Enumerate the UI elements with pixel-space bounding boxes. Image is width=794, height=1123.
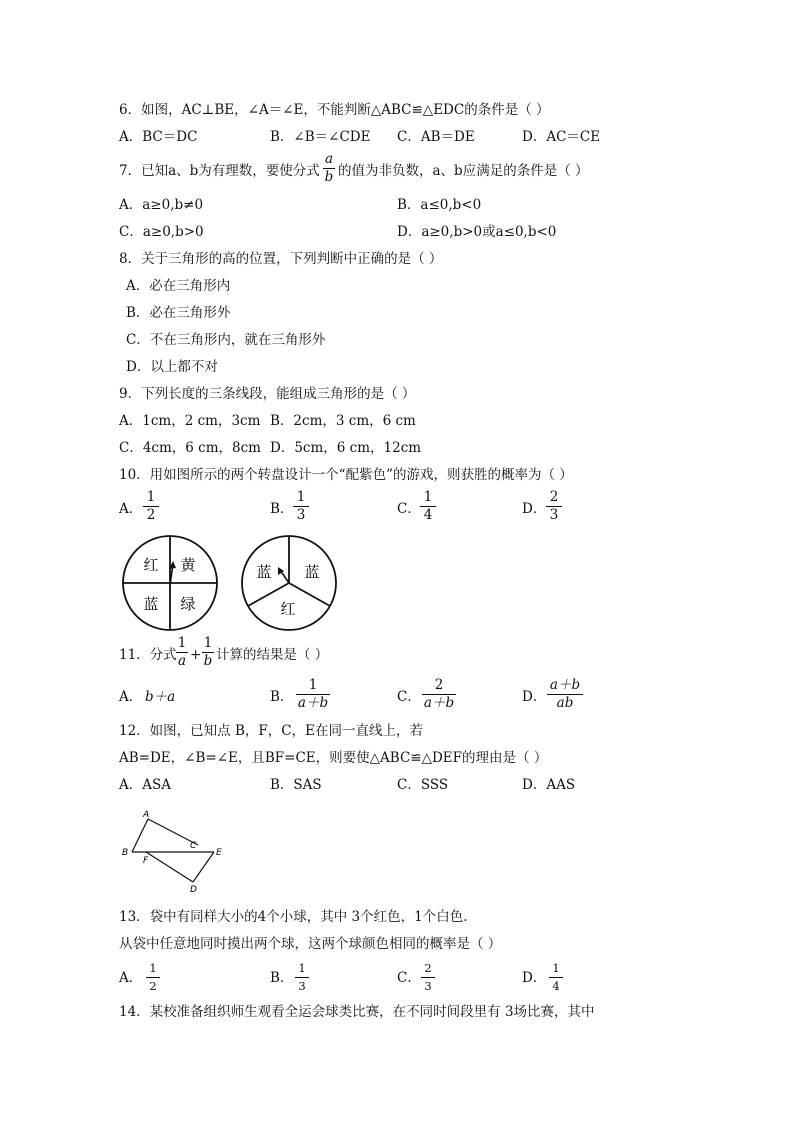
q10-option-c-fraction [420, 490, 436, 523]
fraction-bar [421, 977, 435, 978]
frac-den: 3 [298, 979, 306, 993]
frac-num: 1 [298, 961, 306, 975]
spinner-1-label-tr: 黄 [180, 556, 196, 574]
point-c-label: C [190, 841, 197, 851]
q11-option-a-value: b＋a [145, 689, 176, 705]
q10-label-a: A． [119, 501, 143, 517]
q11-option-b-fraction [296, 678, 330, 711]
frac-num: 1 [308, 677, 318, 693]
q7-option-a: A．a≥0,b≠0 [119, 197, 204, 213]
segment-ab [132, 819, 148, 852]
q7-option-d: D．a≥0,b>0或a≤0,b<0 [397, 224, 557, 240]
q12-option-d: D．AAS [522, 777, 576, 793]
q10-label-b: B． [270, 501, 294, 517]
frac-num: 2 [434, 677, 444, 693]
q6-option-c: C．AB＝DE [397, 129, 475, 145]
q12-option-c: C．SSS [397, 777, 449, 793]
spinner-2 [238, 533, 340, 633]
frac-num: 2 [549, 489, 559, 505]
q7-frac-den: b [324, 169, 334, 185]
q13-option-c-fraction [421, 961, 435, 994]
frac-num: 1 [146, 489, 156, 505]
q10-stem: 10．用如图所示的两个转盘设计一个“配紫色”的游戏，则获胜的概率为（ ） [119, 467, 573, 483]
frac-den: a＋b [297, 695, 329, 711]
q8-option-b: B．必在三角形外 [126, 305, 231, 321]
frac-num: 1 [203, 635, 213, 651]
frac-num: 1 [423, 489, 433, 505]
q14-stem: 14．某校准备组织师生观看全运会球类比赛，在不同时间段里有 3场比赛，其中 [119, 1004, 595, 1020]
frac-den: ab [556, 695, 574, 711]
q11-stem-post: 计算的结果是（ ） [216, 647, 329, 663]
q8-option-c: C．不在三角形内，就在三角形外 [126, 332, 326, 348]
q7-option-b: B．a≤0,b<0 [397, 197, 482, 213]
point-e-label: E [216, 848, 222, 858]
q9-option-d: D．5cm，6 cm，12cm [270, 440, 422, 456]
frac-den: 4 [552, 979, 560, 993]
segment-df [146, 852, 193, 882]
q9-stem: 9．下列长度的三条线段，能组成三角形的是（ ） [119, 386, 416, 402]
q6-stem: 6．如图，AC⊥BE，∠A＝∠E，不能判断△ABC≌△EDC的条件是（ ） [119, 102, 550, 118]
q10-label-c: C． [397, 501, 421, 517]
q7-option-c: C．a≥0,b>0 [119, 224, 204, 240]
q11-fraction-2 [202, 636, 214, 669]
q12-triangle-figure [116, 808, 228, 894]
point-d-label: D [190, 885, 197, 894]
point-b-label: B [122, 848, 129, 858]
q11-label-c: C． [397, 689, 421, 705]
q13-label-c: C． [397, 970, 421, 986]
q10-label-d: D． [522, 501, 547, 517]
spinner-2-label-left: 蓝 [256, 563, 272, 581]
q9-option-b: B．2cm，3 cm，6 cm [270, 413, 416, 429]
q13-option-a-fraction [146, 961, 160, 994]
q6-option-a: A．BC＝DC [119, 129, 198, 145]
q11-plus: + [190, 647, 202, 663]
q13-stem-line-2: 从袋中任意地同时摸出两个球，这两个球颜色相同的概率是（ ） [119, 936, 502, 952]
q8-option-d: D．以上都不对 [126, 359, 218, 375]
frac-den: a [177, 653, 187, 669]
frac-den: 3 [424, 979, 432, 993]
spinner-2-label-bottom: 红 [280, 600, 296, 618]
q7-stem-pre: 7．已知a、b为有理数，要使分式 [119, 163, 320, 179]
q9-option-a: A．1cm，2 cm，3cm [119, 413, 261, 429]
q11-label-a: A． [119, 689, 143, 705]
frac-den: b [203, 653, 213, 669]
fraction-bar [146, 977, 160, 978]
q13-label-d: D． [522, 970, 547, 986]
frac-num: 1 [177, 635, 187, 651]
q6-option-b: B．∠B＝∠CDE [270, 129, 371, 145]
q11-fraction-1 [176, 636, 188, 669]
spinner-2-label-right: 蓝 [304, 563, 320, 581]
frac-den: a＋b [423, 695, 455, 711]
q9-option-c: C．4cm，6 cm，8cm [119, 440, 261, 456]
q12-option-b: B．SAS [270, 777, 322, 793]
point-f-label: F [143, 856, 149, 866]
frac-num: a＋b [549, 677, 581, 693]
q13-option-b-fraction [295, 961, 309, 994]
q7-fraction [323, 152, 335, 185]
q12-stem-line-1: 12．如图，已知点 B，F，C，E在同一直线上，若 [119, 723, 423, 739]
q11-stem-pre: 11．分式 [119, 647, 177, 663]
frac-den: 3 [296, 507, 306, 523]
q8-option-a: A．必在三角形内 [126, 278, 231, 294]
q11-option-d-fraction [547, 678, 583, 711]
q10-option-d-fraction [546, 490, 562, 523]
q10-option-a-fraction [143, 490, 159, 523]
q12-stem-line-2: AB=DE，∠B=∠E，且BF=CE，则要使△ABC≌△DEF的理由是（ ） [119, 750, 548, 766]
q6-option-d: D．AC＝CE [522, 129, 601, 145]
q8-stem: 8．关于三角形的高的位置，下列判断中正确的是（ ） [119, 251, 443, 267]
q11-option-c-fraction [422, 678, 456, 711]
frac-num: 1 [149, 961, 157, 975]
frac-den: 3 [549, 507, 559, 523]
q10-option-b-fraction [293, 490, 309, 523]
spinner-1 [118, 533, 222, 633]
fraction-bar [549, 977, 563, 978]
frac-den: 2 [146, 507, 156, 523]
q13-option-d-fraction [549, 961, 563, 994]
frac-den: 4 [423, 507, 433, 523]
q13-label-a: A． [119, 970, 143, 986]
spinner-1-label-bl: 蓝 [143, 595, 159, 613]
frac-num: 1 [296, 489, 306, 505]
q13-label-b: B． [270, 970, 294, 986]
segment-ed [193, 852, 214, 882]
frac-num: 2 [424, 961, 432, 975]
q13-stem-line-1: 13．袋中有同样大小的4个小球，其中 3个红色，1个白色. [119, 909, 468, 925]
fraction-bar [295, 977, 309, 978]
frac-num: 1 [552, 961, 560, 975]
q11-label-b: B． [270, 689, 294, 705]
spinner-1-label-tl: 红 [143, 556, 159, 574]
q7-frac-num: a [324, 151, 334, 167]
q12-option-a: A．ASA [119, 777, 171, 793]
spinner-1-label-br: 绿 [180, 595, 196, 613]
q11-label-d: D． [522, 689, 547, 705]
q7-stem-post: 的值为非负数，a、b应满足的条件是（ ） [338, 163, 589, 179]
frac-den: 2 [149, 979, 157, 993]
point-a-label: A [143, 810, 150, 820]
